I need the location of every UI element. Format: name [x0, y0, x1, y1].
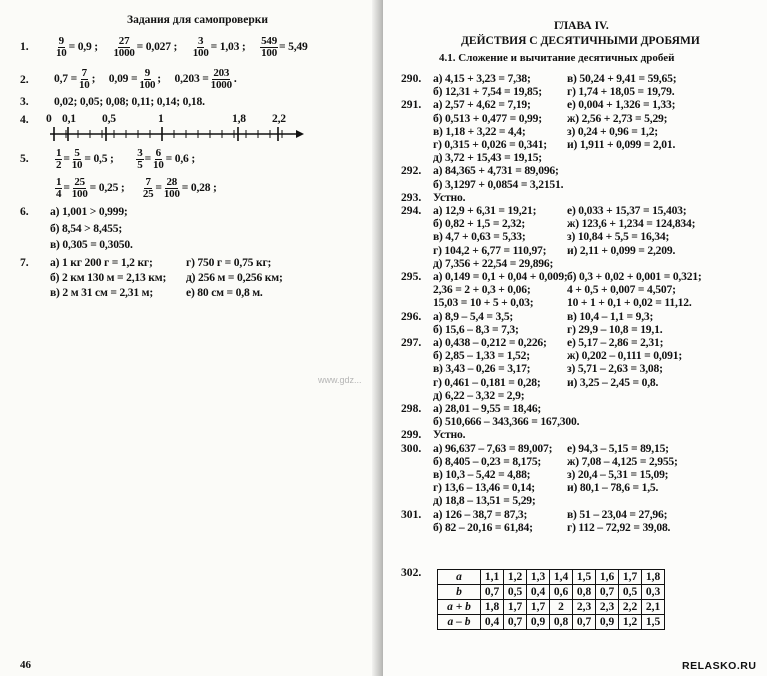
task-6-a: а) 1,001 > 0,999;	[50, 205, 128, 218]
tick-label: 1	[158, 112, 164, 125]
answer-col-a: 15,03 = 10 + 5 + 0,03;	[433, 296, 534, 310]
tick-label: 1,8	[232, 112, 246, 125]
fraction: $\frac{28}{100}$	[163, 176, 180, 200]
answer-col-b: и) 1,911 + 0,099 = 2,01.	[567, 138, 676, 151]
task-number: 3.	[20, 95, 29, 108]
table-row	[438, 585, 665, 600]
answer-col-a: б) 0,513 + 0,477 = 0,99;	[433, 111, 542, 125]
row-header-cell: a	[438, 570, 481, 585]
task-5-line-1: $\frac{1}{2}$ = $\frac{5}{10}$ = 0,5 ; $\frac{3}{5}$ = $\frac{6}{10}$ = 0,6 ;	[56, 147, 195, 171]
answer-col-a: в) 10,3 – 5,42 = 4,88;	[433, 468, 531, 481]
answer-col-a: б) 12,31 + 7,54 = 19,85;	[433, 85, 542, 99]
task-302-table	[437, 569, 665, 630]
answer-col-b: з) 0,24 + 0,96 = 1,2;	[567, 124, 658, 138]
answer-col-a: а) 2,57 + 4,62 = 7,19;	[433, 98, 531, 112]
answer-col-a: б) 0,82 + 1,5 = 2,32;	[433, 217, 526, 231]
answer-col-a: г) 0,315 + 0,026 = 0,341;	[433, 138, 547, 151]
table-cell: 0,9	[527, 615, 550, 630]
number-line	[46, 124, 306, 150]
tick-label: 0,1	[62, 112, 76, 125]
answer-col-b: г) 1,74 + 18,05 = 19,79.	[567, 85, 675, 99]
table-cell: 0,7	[481, 585, 504, 600]
table-cell: 0,7	[573, 615, 596, 630]
site-watermark: RELASKO.RU	[682, 660, 757, 672]
table-cell: 1,1	[481, 570, 504, 585]
tick-label: 2,2	[272, 112, 286, 125]
table-cell: 0,4	[527, 585, 550, 600]
table-cell: 1,4	[550, 570, 573, 585]
answer-col-b: б) 0,3 + 0,02 + 0,001 = 0,321;	[567, 270, 702, 283]
task-number: 290.	[401, 72, 422, 85]
task-number: 298.	[401, 402, 422, 415]
fraction: $\frac{203}{1000}$	[210, 67, 232, 91]
answer-col-b: е) 0,004 + 1,326 = 1,33;	[567, 98, 676, 112]
answer-col-a: в) 4,7 + 0,63 = 5,33;	[433, 230, 526, 244]
answer-col-a: 2,36 = 2 + 0,3 + 0,06;	[433, 283, 531, 297]
task-number: 299.	[401, 428, 422, 442]
table-cell: 1,6	[596, 570, 619, 585]
table-cell: 2,2	[619, 600, 642, 615]
table-cell: 1,3	[527, 570, 550, 585]
task-5-line-2: $\frac{1}{4}$ = $\frac{25}{100}$ = 0,25 ; $\frac{7}{25}$ = $\frac{28}{100}$ = 0,28 ;	[56, 176, 217, 200]
answer-col-b: з) 10,84 + 5,5 = 16,34;	[567, 230, 670, 244]
task-number: 302.	[401, 566, 422, 579]
fraction: $\frac{6}{10}$	[153, 147, 164, 171]
task-number: 294.	[401, 204, 422, 217]
answer-col-b: г) 29,9 – 10,8 = 19,1.	[567, 322, 663, 336]
task-6-c: в) 0,305 = 0,3050.	[50, 238, 133, 251]
task-3-line: 0,02; 0,05; 0,08; 0,11; 0,14; 0,18.	[54, 95, 205, 108]
task-number: 6.	[20, 205, 29, 218]
answer-col-a: д) 6,22 – 3,32 = 2,9;	[433, 388, 525, 402]
answer-col-b: з) 20,4 – 5,31 = 15,09;	[567, 468, 669, 481]
answer-col-b: ж) 7,08 – 4,125 = 2,955;	[567, 454, 678, 468]
answer-col-b: 10 + 1 + 0,1 + 0,02 = 11,12.	[567, 296, 692, 310]
answer-col-a: Устно.	[433, 190, 466, 204]
table-cell: 1,8	[481, 600, 504, 615]
table-cell: 0,3	[642, 585, 665, 600]
task-1-line: $\frac{9}{10}$ = 0,9 ; $\frac{27}{1000}$ = 0,027 ; $\frac{3}{100}$ = 1,03 ; $\frac{549}{100}$ = 5,49	[56, 35, 308, 59]
task-number: 2.	[20, 73, 29, 86]
task-2-line: 0,7 = $\frac{7}{10}$ ; 0,09 = $\frac{9}{100}$ ; 0,203 = $\frac{203}{1000}$ .	[54, 67, 237, 91]
table-cell: 2	[550, 600, 573, 615]
answer-col-a: д) 7,356 + 22,54 = 29,896;	[433, 256, 554, 270]
left-page	[0, 0, 383, 676]
task-number: 4.	[20, 113, 29, 126]
answer-col-b: ж) 0,202 – 0,111 = 0,091;	[567, 349, 683, 363]
watermark: www.gdz...	[318, 375, 362, 385]
table-cell: 2,1	[642, 600, 665, 615]
table-cell: 0,6	[550, 585, 573, 600]
answer-col-a: а) 0,438 – 0,212 = 0,226;	[433, 336, 547, 349]
table-cell: 0,7	[504, 615, 527, 630]
table-cell: 1,7	[504, 600, 527, 615]
answer-col-b: г) 112 – 72,92 = 39,08.	[567, 520, 671, 534]
task-number: 5.	[20, 152, 29, 165]
answer-col-b: з) 5,71 – 2,63 = 3,08;	[567, 362, 663, 376]
answer-col-b: ж) 123,6 + 1,234 = 124,834;	[567, 217, 696, 231]
answer-col-a: г) 104,2 + 6,77 = 110,97;	[433, 243, 547, 257]
answer-col-a: б) 82 – 20,16 = 61,84;	[433, 520, 533, 534]
task-number: 296.	[401, 309, 422, 323]
table-row	[438, 570, 665, 585]
answer-col-a: б) 15,6 – 8,3 = 7,3;	[433, 322, 519, 336]
fraction: $\frac{25}{100}$	[71, 176, 88, 200]
table-cell: 0,4	[481, 615, 504, 630]
answer-col-a: в) 1,18 + 3,22 = 4,4;	[433, 124, 526, 138]
task-number: 293.	[401, 190, 422, 204]
task-number: 292.	[401, 164, 422, 178]
self-check-heading: Задания для самопроверки	[127, 14, 268, 26]
table-cell: 1,2	[619, 615, 642, 630]
fraction: $\frac{3}{5}$	[137, 147, 143, 171]
task-7-f: е) 80 см = 0,8 м.	[186, 286, 263, 299]
answer-col-b: в) 51 – 23,04 = 27,96;	[567, 507, 668, 521]
table-cell: 0,8	[573, 585, 596, 600]
table-cell: 1,5	[573, 570, 596, 585]
answer-col-a: а) 84,365 + 4,731 = 89,096;	[433, 164, 559, 178]
answer-col-a: а) 4,15 + 3,23 = 7,38;	[433, 72, 531, 85]
answer-col-a: а) 96,637 – 7,63 = 89,007;	[433, 441, 553, 455]
table-row	[438, 615, 665, 630]
answer-col-a: г) 13,6 – 13,46 = 0,14;	[433, 481, 535, 495]
answer-col-a: а) 8,9 – 5,4 = 3,5;	[433, 309, 514, 323]
answer-col-a: Устно.	[433, 428, 466, 442]
table-cell: 1,5	[642, 615, 665, 630]
row-header-cell: a + b	[438, 600, 481, 615]
row-header-cell: b	[438, 585, 481, 600]
fraction: $\frac{7}{10}$	[79, 67, 90, 91]
answer-col-b: и) 80,1 – 78,6 = 1,5.	[567, 481, 659, 495]
answer-col-a: б) 3,1297 + 0,0854 = 3,2151.	[433, 177, 564, 191]
answer-col-a: г) 0,461 – 0,181 = 0,28;	[433, 375, 541, 389]
table-cell: 0,8	[550, 615, 573, 630]
table-cell: 0,5	[504, 585, 527, 600]
table-cell: 0,9	[596, 615, 619, 630]
answer-col-a: д) 18,8 – 13,51 = 5,29;	[433, 494, 536, 508]
task-number: 297.	[401, 336, 422, 349]
answer-col-b: и) 2,11 + 0,099 = 2,209.	[567, 243, 676, 257]
table-cell: 1,2	[504, 570, 527, 585]
tick-label: 0	[46, 112, 52, 125]
answer-col-a: а) 12,9 + 6,31 = 19,21;	[433, 204, 537, 217]
table-cell: 0,5	[619, 585, 642, 600]
fraction: $\frac{5}{10}$	[71, 147, 83, 171]
answer-col-b: в) 50,24 + 9,41 = 59,65;	[567, 72, 677, 85]
fraction: $\frac{1}{2}$	[56, 147, 62, 171]
fraction: $\frac{549}{100}$	[261, 35, 278, 59]
task-7-b: б) 2 км 130 м = 2,13 км;	[50, 271, 167, 284]
task-7-d: г) 750 г = 0,75 кг;	[186, 256, 272, 269]
answer-col-a: б) 2,85 – 1,33 = 1,52;	[433, 349, 530, 363]
fraction: $\frac{27}{1000}$	[113, 35, 135, 59]
chapter-title: ДЕЙСТВИЯ С ДЕСЯТИЧНЫМИ ДРОБЯМИ	[461, 35, 700, 47]
right-page	[383, 0, 767, 676]
table-cell: 1,8	[642, 570, 665, 585]
task-number: 301.	[401, 507, 422, 521]
row-header-cell: a – b	[438, 615, 481, 630]
task-7-c: в) 2 м 31 см = 2,31 м;	[50, 286, 153, 299]
answer-col-b: е) 94,3 – 5,15 = 89,15;	[567, 441, 669, 455]
task-7-e: д) 256 м = 0,256 км;	[186, 271, 283, 284]
answer-col-a: а) 126 – 38,7 = 87,3;	[433, 507, 528, 521]
table-row	[438, 600, 665, 615]
table-cell: 2,3	[596, 600, 619, 615]
fraction: $\frac{9}{10}$	[56, 35, 67, 59]
section-title: 4.1. Сложение и вычитание десятичных дробей	[439, 52, 675, 64]
table-cell: 2,3	[573, 600, 596, 615]
task-6-b: б) 8,54 > 8,455;	[50, 222, 122, 235]
answer-col-a: а) 0,149 = 0,1 + 0,04 + 0,009;	[433, 270, 568, 283]
task-7-a: а) 1 кг 200 г = 1,2 кг;	[50, 256, 153, 269]
answer-col-a: б) 8,405 – 0,23 = 8,175;	[433, 454, 542, 468]
task-number: 300.	[401, 441, 422, 455]
answer-col-a: б) 510,666 – 343,366 = 167,300.	[433, 415, 580, 429]
answer-col-b: е) 5,17 – 2,86 = 2,31;	[567, 336, 664, 349]
answer-col-a: д) 3,72 + 15,43 = 19,15;	[433, 151, 542, 165]
chapter-label: ГЛАВА IV.	[554, 20, 609, 32]
answer-col-b: ж) 2,56 + 2,73 = 5,29;	[567, 111, 668, 125]
task-number: 7.	[20, 256, 29, 269]
task-number: 295.	[401, 270, 422, 283]
fraction: $\frac{3}{100}$	[192, 35, 209, 59]
answer-col-b: в) 10,4 – 1,1 = 9,3;	[567, 309, 654, 323]
fraction: $\frac{7}{25}$	[142, 176, 154, 200]
fraction: $\frac{1}{4}$	[56, 176, 62, 200]
table-cell: 1,7	[527, 600, 550, 615]
number-line-labels	[46, 112, 306, 126]
tick-label: 0,5	[102, 112, 116, 125]
answer-col-b: е) 0,033 + 15,37 = 15,403;	[567, 204, 687, 217]
answer-col-b: и) 3,25 – 2,45 = 0,8.	[567, 375, 659, 389]
answer-col-b: 4 + 0,5 + 0,007 = 4,507;	[567, 283, 676, 297]
answer-col-a: а) 28,01 – 9,55 = 18,46;	[433, 402, 542, 415]
page-number: 46	[20, 659, 31, 671]
task-number: 1.	[20, 40, 29, 53]
fraction: $\frac{9}{100}$	[139, 67, 156, 91]
table-cell: 1,7	[619, 570, 642, 585]
answer-col-a: в) 3,43 – 0,26 = 3,17;	[433, 362, 531, 376]
task-number: 291.	[401, 98, 422, 112]
table-cell: 0,7	[596, 585, 619, 600]
